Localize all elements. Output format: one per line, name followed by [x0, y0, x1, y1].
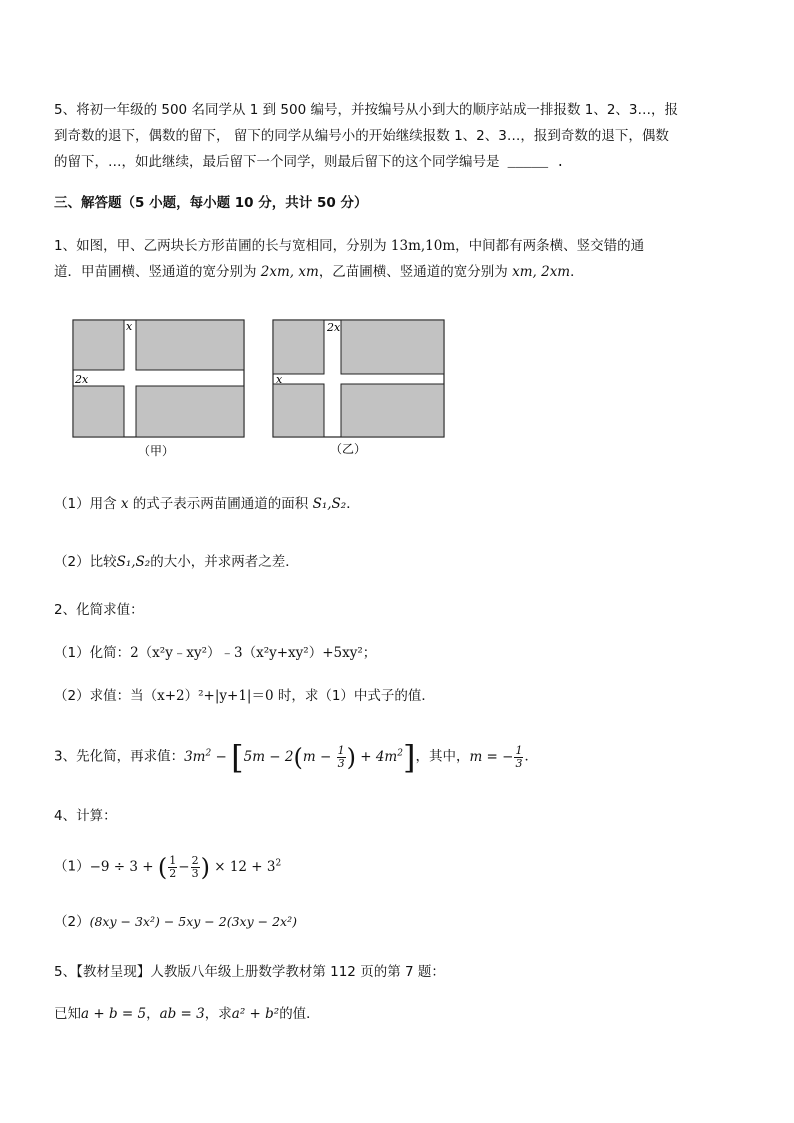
p1-sub2-b: 的大小，并求两者之差．	[150, 554, 299, 570]
p3-prefix: 3、先化简，再求值：	[54, 748, 185, 765]
p3-end: ．	[524, 748, 538, 765]
p1-jia-widths: 2xm, xm	[260, 264, 319, 280]
p1-text-2a: 道．甲苗圃横、竖通道的宽分别为	[54, 264, 261, 280]
p3-condition: m = − $\frac{1}{3}$	[469, 743, 523, 770]
p5-text-b: ，求	[204, 1006, 232, 1022]
section-heading: 三、解答题（5 小题，每小题 10 分，共计 50 分）	[54, 195, 368, 211]
p1-sub1	[54, 494, 360, 514]
p5-text-a: 已知	[54, 1006, 81, 1022]
p3-expression: $3m^2 - [5m - 2(m$ − $\frac{1}{3}$ ) + $4m^2$]	[184, 738, 416, 776]
jia-vertical-label: x	[126, 320, 133, 333]
p4-sub2-label: （2）	[54, 914, 90, 930]
p2-sub1-label: （1）化简：	[54, 645, 131, 661]
p2-sub2-label: （2）求值：当（	[54, 688, 158, 704]
yi-vertical-label: 2x	[327, 321, 341, 334]
p5-sep: ，	[146, 1006, 160, 1022]
p1-yi-widths: xm, 2xm	[512, 264, 571, 280]
p2-sub2-rest: 时，求（1）中式子的值．	[273, 688, 435, 704]
p1-sub1-b: 的式子表示两苗圃通道的面积	[128, 496, 313, 512]
p2-sub1-expr: 2（x²y﹣xy²）﹣3（x²y+xy²）+5xy²；	[130, 645, 377, 661]
p1-sub2	[54, 552, 299, 572]
p4-sub2-expr: (8xy − 3x²) − 5xy − 2(3xy − 2x²)	[89, 914, 297, 929]
p1-sub1-x: x	[120, 496, 129, 512]
p5-target: a² + b²	[231, 1006, 280, 1022]
q5-line-3-text: 的留下，…，如此继续，最后留下一个同学，则最后留下的这个同学编号是	[54, 154, 500, 170]
q5-line-1: 5、将初一年级的 500 名同学从 1 到 500 编号，并按编号从小到大的顺序站成一排报数 1、2、3…，报	[54, 102, 679, 118]
p5-title: 5、【教材呈现】人教版八年级上册数学教材第 112 页的第 7 题：	[54, 964, 445, 980]
figure-yi	[273, 320, 444, 456]
p2-title: 2、化简求值：	[54, 602, 144, 618]
p1-text-c: ，中间都有两条横、竖交错的通	[455, 238, 645, 254]
p2-sub1	[54, 643, 376, 663]
p1-sub2-s: S₁,S₂	[116, 554, 151, 570]
p5-cond2: ab = 3	[159, 1006, 205, 1022]
yi-horizontal-label: x	[276, 373, 283, 386]
p1-text-2c: ，乙苗圃横、竖通道的宽分别为	[318, 264, 513, 280]
p4-title: 4、计算：	[54, 808, 117, 824]
p3-frac-one-third: $\frac{1}{3}$	[337, 743, 345, 770]
figure-jia	[73, 320, 244, 458]
p5-text-c: 的值．	[279, 1006, 320, 1022]
q5-line-2: 到奇数的退下，偶数的留下， 留下的同学从编号小的开始继续报数 1、2、3…，报到奇数的退下，偶数	[54, 128, 669, 144]
p1-sub1-c: ．	[346, 496, 360, 512]
p3-mid: ，其中，	[415, 748, 470, 765]
jia-caption: （甲）	[138, 444, 175, 458]
p5-cond1: a + b = 5	[81, 1006, 147, 1022]
p3-line	[54, 736, 538, 774]
p4-sub1	[54, 846, 281, 884]
q5-answer-blank: _____ .	[499, 156, 565, 171]
p1-line-2	[54, 262, 584, 282]
jia-horizontal-label: 2x	[75, 373, 89, 386]
p1-sub1-a: （1）用含	[54, 496, 121, 512]
p5-line	[54, 1004, 320, 1024]
p1-line-1	[54, 236, 644, 256]
p4-sub1-label: （1）	[54, 858, 90, 875]
p2-sub2-expr: x+2）²+|y+1|＝0	[157, 688, 274, 704]
nursery-figures	[60, 312, 460, 462]
p1-sub1-s: S₁,S₂	[312, 496, 347, 512]
p4-sub1-expr: −9 ÷ 3 + ( $\frac{1}{2}$ − $\frac{2}{3}$ ) × $12 + 3^2$	[89, 853, 282, 881]
yi-caption: （乙）	[330, 442, 367, 456]
p4-sub2	[54, 912, 297, 932]
p1-text-2e: ．	[570, 264, 584, 280]
p1-sub2-a: （2）比较	[54, 554, 117, 570]
p1-text-a: 1、如图，甲、乙两块长方形苗圃的长与宽相同，分别为	[54, 238, 391, 254]
p1-dimensions: 13m,10m	[390, 238, 456, 254]
p2-sub2	[54, 686, 435, 706]
q5-line-3	[54, 152, 564, 174]
